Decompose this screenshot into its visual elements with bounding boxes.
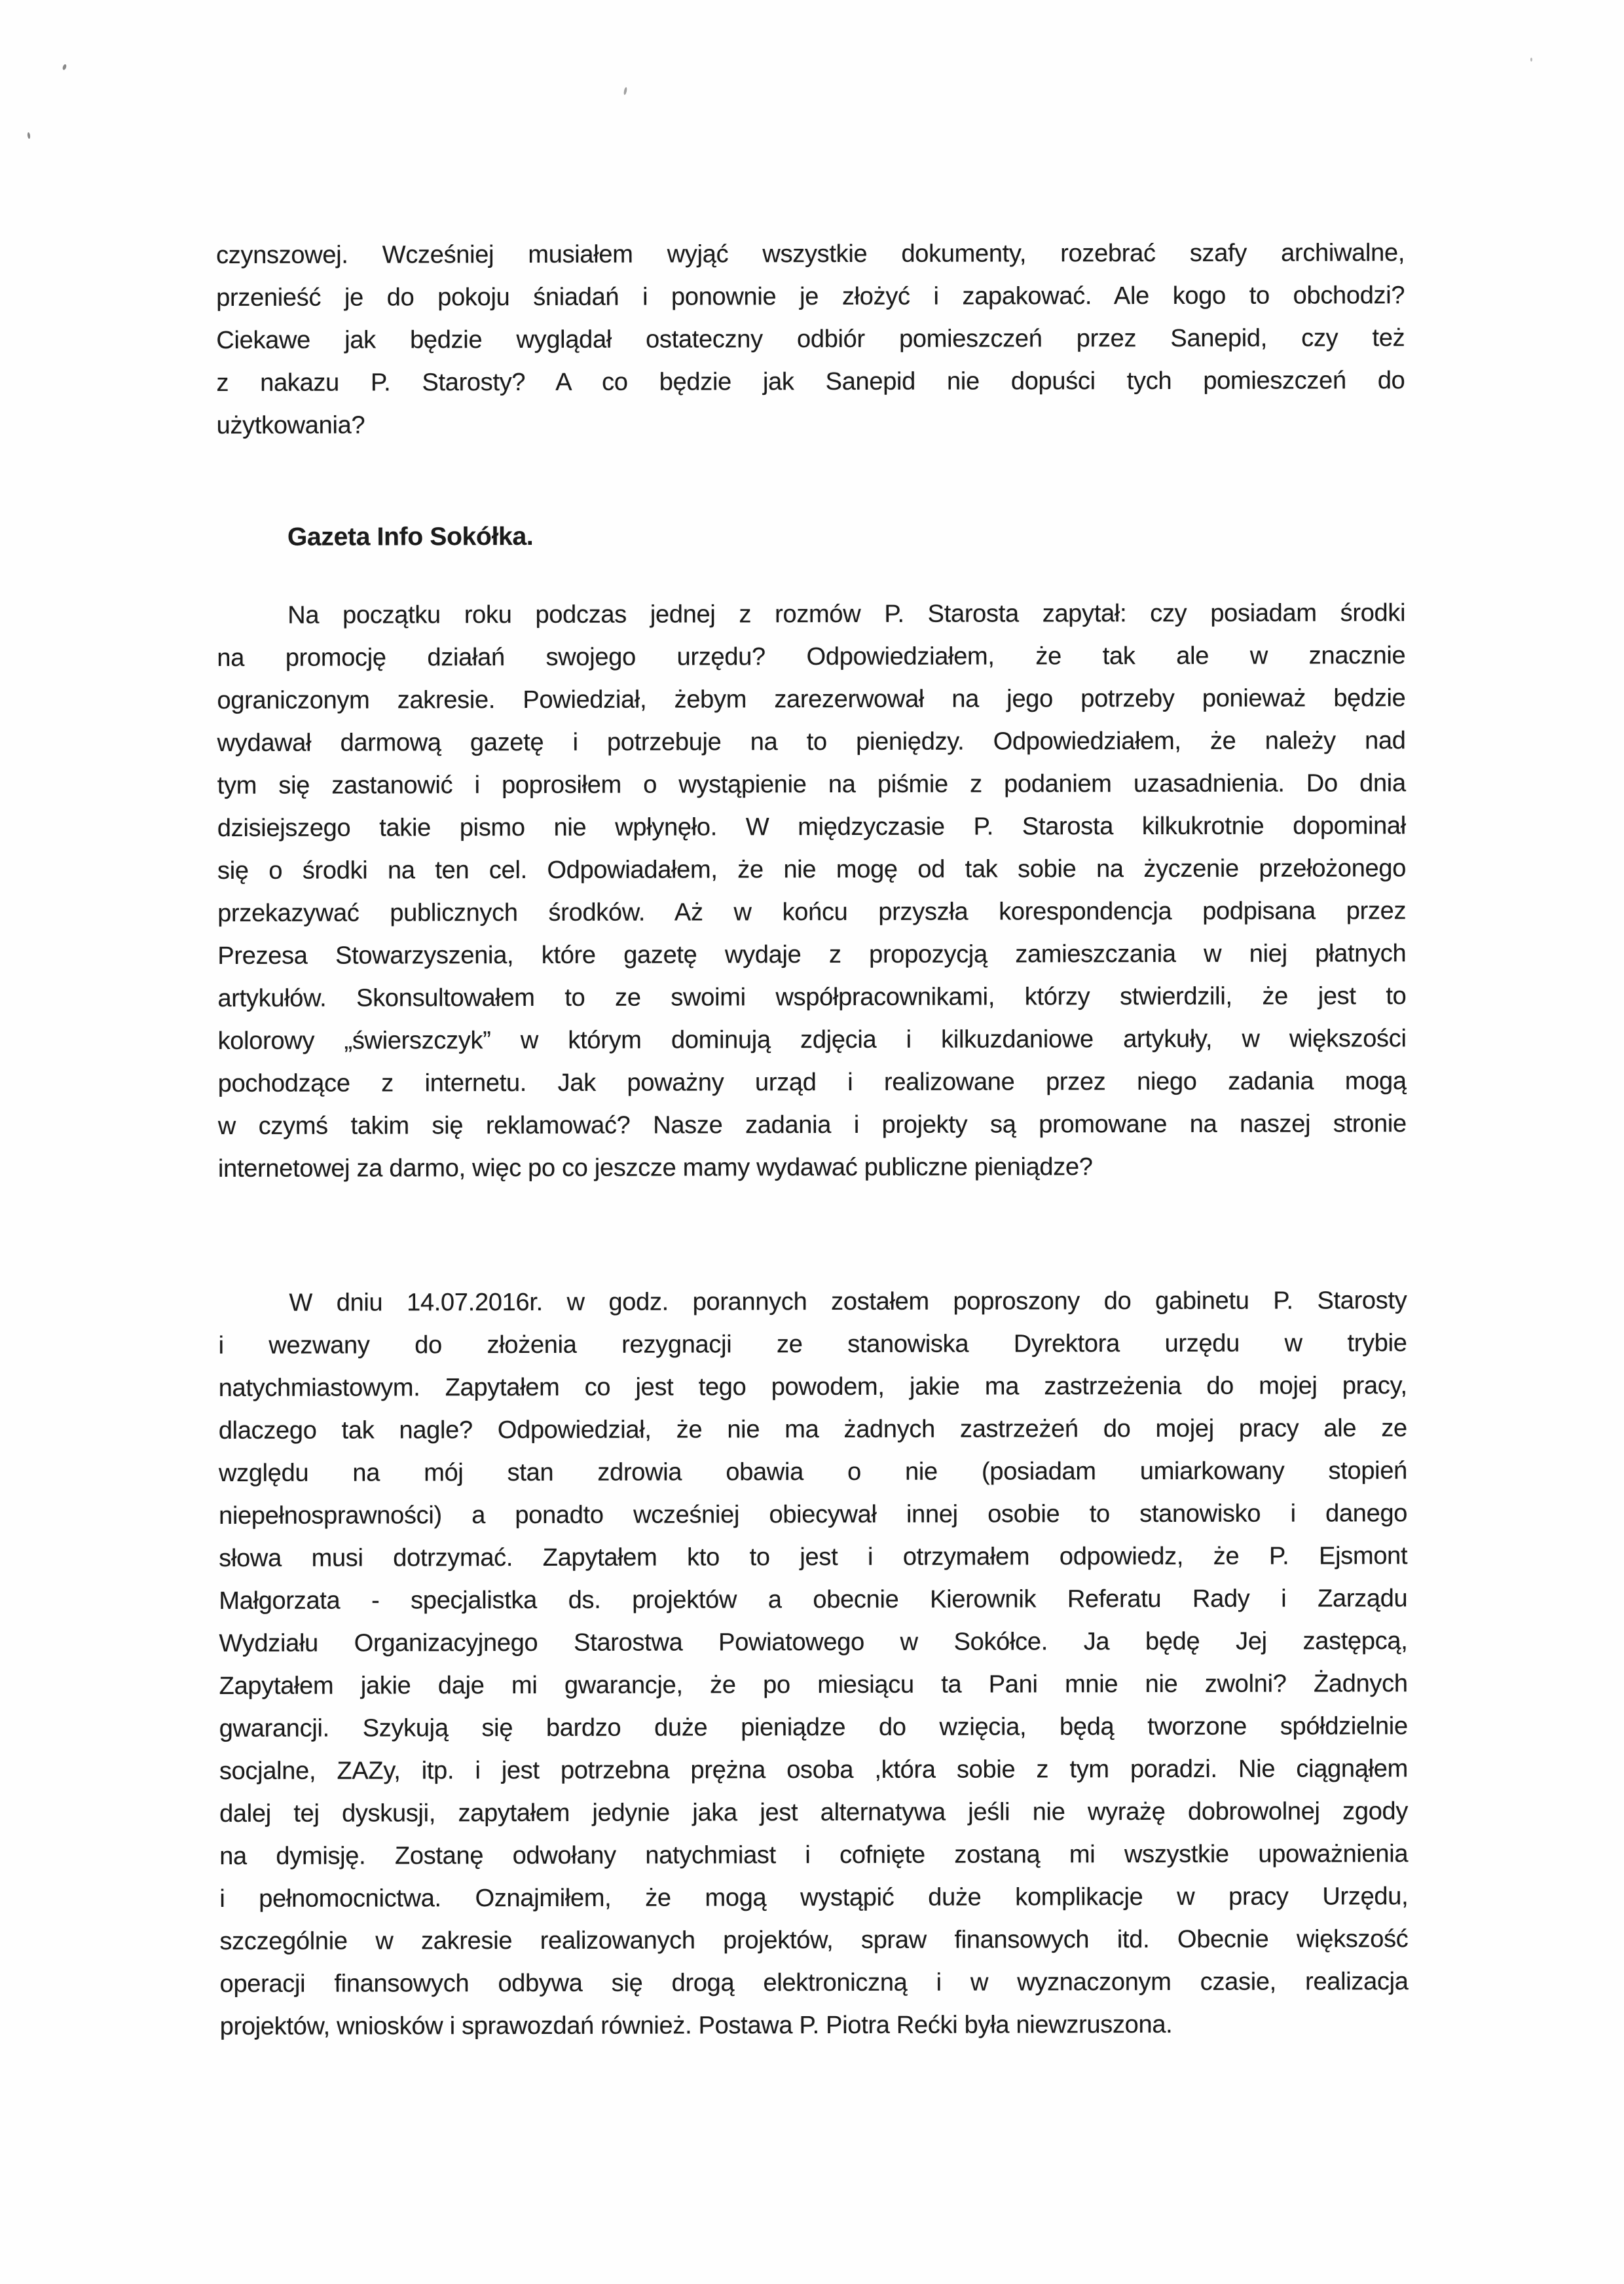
text-line: przekazywać publicznych środków. Aż w końcu przyszła korespondencja podpisana przez bbox=[217, 897, 1407, 927]
text-line: ograniczonym zakresie. Powiedział, żebym zarezerwował na jego potrzeby ponieważ będzie bbox=[217, 684, 1406, 714]
text-line: użytkowania? bbox=[216, 411, 365, 439]
text-line: w czymś takim się reklamować? Nasze zadania i projekty są promowane na naszej stronie bbox=[217, 1110, 1407, 1140]
text-line: Małgorzata - specjalistka ds. projektów a obecnie Kierownik Referatu Rady i Zarządu bbox=[219, 1585, 1408, 1615]
document-content bbox=[216, 232, 1409, 2048]
text-line: Na początku roku podczas jednej z rozmów P. Starosta zapytał: czy posiadam środki bbox=[287, 599, 1406, 629]
text-line: Prezesa Stowarzyszenia, które gazetę wydaje z propozycją zamieszczania w niej płatnych bbox=[217, 940, 1407, 970]
text-line: W dniu 14.07.2016r. w godz. porannych zostałem poproszony do gabinetu P. Starosty bbox=[289, 1287, 1407, 1317]
text-line: wydawał darmową gazetę i potrzebuje na to pieniędzy. Odpowiedziałem, że należy nad bbox=[217, 727, 1406, 757]
text-line: gwarancji. Szykują się bardzo duże pieniądze do wzięcia, będą tworzone spółdzielnie bbox=[219, 1712, 1408, 1742]
text-line: dzisiejszego takie pismo nie wpłynęło. W międzyczasie P. Starosta kilkukrotnie dopominał bbox=[217, 812, 1406, 842]
text-line: dlaczego tak nagle? Odpowiedział, że nie ma żadnych zastrzeżeń do mojej pracy ale ze bbox=[218, 1414, 1407, 1445]
text-line: na promocję działań swojego urzędu? Odpowiedziałem, że tak ale w znacznie bbox=[217, 642, 1406, 672]
text-line: dalej tej dyskusji, zapytałem jedynie jaka jest alternatywa jeśli nie wyrażę dobrowolnej zgody bbox=[219, 1797, 1409, 1828]
text-line: artykułów. Skonsultowałem to ze swoimi współpracownikami, którzy stwierdzili, że jest to bbox=[217, 982, 1407, 1012]
text-line: pochodzące z internetu. Jak poważny urząd i realizowane przez niego zadania mogą bbox=[217, 1067, 1407, 1097]
text-line: Ciekawe jak będzie wyglądał ostateczny odbiór pomieszczeń przez Sanepid, czy też bbox=[216, 324, 1405, 354]
paragraph bbox=[217, 592, 1407, 1190]
paragraph bbox=[216, 232, 1405, 447]
text-line: kolorowy „świerszczyk” w którym dominują zdjęcia i kilkuzdaniowe artykuły, w większości bbox=[217, 1025, 1407, 1055]
text-line: Wydziału Organizacyjnego Starostwa Powiatowego w Sokółce. Ja będę Jej zastępcą, bbox=[219, 1627, 1408, 1657]
text-line: z nakazu P. Starosty? A co będzie jak Sanepid nie dopuści tych pomieszczeń do bbox=[216, 367, 1405, 397]
text-line: i wezwany do złożenia rezygnacji ze stanowiska Dyrektora urzędu w trybie bbox=[218, 1329, 1407, 1359]
text-line: internetowej za darmo, więc po co jeszcze mamy wydawać publiczne pieniądze? bbox=[217, 1153, 1093, 1183]
text-line: szczególnie w zakresie realizowanych projektów, spraw finansowych itd. Obecnie większość bbox=[219, 1925, 1409, 1955]
text-line: natychmiastowym. Zapytałem co jest tego powodem, jakie ma zastrzeżenia do mojej pracy, bbox=[218, 1372, 1407, 1402]
text-line: czynszowej. Wcześniej musiałem wyjąć wszystkie dokumenty, rozebrać szafy archiwalne, bbox=[216, 239, 1405, 269]
text-line: socjalne, ZAZy, itp. i jest potrzebna prężna osoba ,która sobie z tym poradzi. Nie ciągnąłem bbox=[219, 1755, 1408, 1785]
text-line: tym się zastanowić i poprosiłem o wystąpienie na piśmie z podaniem uzasadnienia. Do dnia bbox=[217, 769, 1406, 800]
scan-speck bbox=[1530, 58, 1532, 62]
text-line: i pełnomocnictwa. Oznajmiłem, że mogą wystąpić duże komplikacje w pracy Urzędu, bbox=[219, 1883, 1409, 1913]
section-heading: Gazeta Info Sokółka. bbox=[287, 522, 534, 551]
text-line: niepełnosprawności) a ponadto wcześniej obiecywał innej osobie to stanowisko i danego bbox=[219, 1500, 1408, 1530]
text-line: operacji finansowych odbywa się drogą elektroniczną i w wyznaczonym czasie, realizacja bbox=[219, 1968, 1409, 1998]
scan-speck bbox=[27, 132, 30, 139]
text-line: się o środki na ten cel. Odpowiadałem, że nie mogę od tak sobie na życzenie przełożonego bbox=[217, 855, 1407, 885]
paragraph bbox=[218, 1280, 1408, 2048]
text-line: słowa musi dotrzymać. Zapytałem kto to jest i otrzymałem odpowiedz, że P. Ejsmont bbox=[219, 1542, 1408, 1572]
text-line: względu na mój stan zdrowia obawia o nie (posiadam umiarkowany stopień bbox=[218, 1457, 1408, 1487]
text-line: na dymisję. Zostanę odwołany natychmiast i cofnięte zostaną mi wszystkie upoważnienia bbox=[219, 1840, 1409, 1870]
text-line: projektów, wniosków i sprawozdań również. Postawa P. Piotra Rećki była niewzruszona. bbox=[219, 2010, 1173, 2040]
text-line: Zapytałem jakie daje mi gwarancje, że po miesiącu ta Pani mnie nie zwolni? Żadnych bbox=[219, 1670, 1408, 1700]
scan-speck bbox=[623, 87, 627, 96]
text-line: przenieść je do pokoju śniadań i ponownie je złożyć i zapakować. Ale kogo to obchodzi? bbox=[216, 282, 1405, 312]
scan-speck bbox=[62, 64, 67, 70]
